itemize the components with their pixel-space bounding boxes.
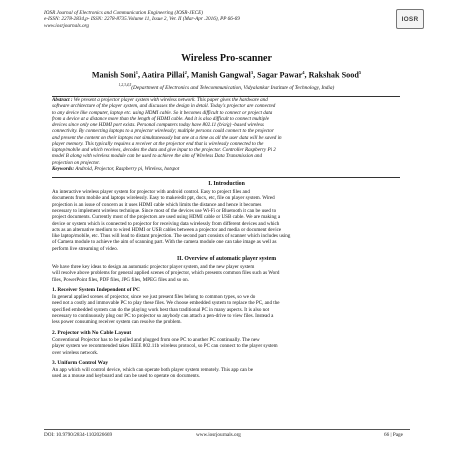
journal-issn: e-ISSN: 2278-2834,p- ISSN: 2278-8735.Volume 11, Issue 2, Ver. II (Mar-Apr .2016), PP 66-69 — [44, 16, 240, 23]
abstract-line: laptop/mobile and which receives, decodes the data and give input to the projector. Controller Raspberry Pi 2 — [52, 147, 276, 153]
abstract-line: projection on projector. — [52, 159, 100, 166]
subsection-heading-control: 3. Uniform Control Way — [52, 360, 109, 366]
abstract-line: from a device at a distance more than the length of HDMI cable. And it is also difficult to connect multiple — [52, 115, 269, 122]
abstract-line: software architecture of the player system, and discusses the design in detail. Today's projector are connected — [52, 103, 276, 110]
author-sup: 5 — [358, 70, 362, 75]
author-sup: 2 — [184, 70, 187, 75]
receiver-line: specified embedded system can do the playing work best than traditional PC in many aspects. It is also not — [52, 306, 270, 313]
abstract-line: model B along with wireless module can be used to achieve the aim of Wireless Data Transmission and — [52, 153, 263, 160]
receiver-line: need not a costly and immovable PC to play these files. We choose embedded system to replace the PC, and the — [52, 300, 280, 307]
author-name: Rakshak Sood — [308, 70, 359, 80]
section-heading-introduction: I. Introduction — [208, 181, 245, 187]
abstract-line: Abstract : We present a projector player system with wireless network. This paper gives the hardware and — [52, 97, 268, 103]
footer-divider — [44, 429, 410, 430]
affiliation-sup: 1,2,3,4,5 — [118, 83, 132, 87]
section-heading-overview: II. Overview of automatic player system — [176, 256, 277, 262]
intro-line: acts as an alternative medium to wired HDMI or USB cables between a projector and media or document device — [52, 226, 282, 233]
author-name: Sagar Pawar — [257, 70, 303, 80]
intro-line: projection is an issue of concern as it uses HDMI cable which limits the distance and hence it becomes — [52, 201, 262, 208]
intro-line: like laptop/mobile, etc. Thus will lead to distant projection. The second part consists of scanner which includes using — [52, 233, 291, 240]
intro-line: documents from mobile and laptops wirelessly. Easy to make/edit ppt, docx, etc, file on player system. Wired — [52, 195, 275, 202]
author-list: Manish Soni$^1$, Aatira Pillai$^2$, Manish Gangwal$^3$, Sagar Pawar$^4$, Rakshak Sood$^5$ — [91, 70, 362, 80]
control-line: used as a mouse and keyboard and can be used to operate on documents. — [52, 373, 200, 380]
abstract-line: to any device like computer, laptop etc. using HDMI cable. So it becomes difficult to connect or project data — [52, 109, 273, 116]
subsection-heading-no-cable: 2. Projector with No Cable Layout — [52, 330, 132, 336]
subsection-heading-receiver: 1. Receiver System Independent of PC — [52, 287, 140, 293]
keywords-text: Android, Projector, Raspberry pi, Wireless, hotspot — [74, 165, 180, 172]
journal-name: IOSR Journal of Electronics and Communication Engineering (IOSR-JECE) — [44, 10, 204, 16]
no-cable-line: over wireless network. — [52, 349, 99, 356]
affiliation-text: (Department of Electronics and Telecommunication, Vidyalankar Institute of Technology, India) — [131, 84, 335, 91]
abstract-line: and present the content on their laptops not simultaneously but one at a time as all the user data will be saved in — [52, 134, 282, 141]
journal-logo — [396, 9, 424, 29]
journal-website: www.iosrjournals.org — [44, 22, 89, 29]
footer-doi: DOI: 10.9790/2834-1102026669 — [44, 432, 113, 438]
paper-title: Wireless Pro-scanner — [181, 53, 272, 64]
author-sup: 3 — [250, 70, 254, 75]
overview-line: We have three key ideas to design an automatic projector player system, and the new player system — [52, 264, 255, 270]
intro-line: project documents. Currently most of the projectors are used using HDMI cable or USB cable. We are making a — [52, 214, 281, 221]
footer-page-number: 66 | Page — [384, 432, 403, 438]
affiliation — [0, 83, 453, 91]
intro-line: device or system which is connected to projector for receiving data wirelessly from different devices and which — [52, 220, 280, 227]
author-sup: 4 — [302, 70, 305, 75]
intro-line: necessary to implement wireless technique. Since most of the devices use Wi-Fi or Bluetooth it can be used to — [52, 207, 277, 214]
intro-line: of Camera module to achieve the aim of scanning part. With the camera module one can take image as well as — [52, 239, 277, 246]
author-name: Manish Soni — [91, 70, 136, 80]
author-name: Aatira Pillai — [141, 70, 185, 80]
abstract-label: Abstract : — [52, 97, 73, 103]
author-name: Manish Gangwal — [190, 70, 251, 80]
journal-logo-text: IOSR — [401, 15, 419, 23]
receiver-line: necessary to continuously plug our PC to projector so anybody can attach a pen-drive to view files. Instead a — [52, 312, 274, 319]
footer-website: www.iosrjournals.org — [196, 432, 241, 438]
receiver-line: In general applied scenes of projector, since we just present files belong to common types, so we do — [52, 294, 256, 300]
author-sup: 1 — [135, 70, 138, 75]
abstract-line: devices since only one HDMI port exists. Personal computers today have 802.11 (b/a/g) -based wireless — [52, 122, 264, 128]
intro-line: An interactive wireless player system for projector with android control. Easy to project files and — [52, 189, 250, 195]
journal-header — [44, 10, 344, 29]
no-cable-line: player system we recommended takes IEEE 802.11b wireless protocol, so PC can connect to the player system — [52, 343, 278, 350]
abstract-block — [52, 96, 400, 178]
overview-line: files, PowerPoint files, PDF files, JPG files, MPEG files and so on. — [52, 276, 189, 283]
control-line: An app which will control device, which can operate both player system remotely. This app can be — [52, 367, 253, 373]
overview-line: will resolve above problems for general applied scenes of projector, which presents common files such as Word — [52, 270, 280, 277]
intro-line: perform live streaming of video. — [52, 245, 119, 252]
keywords-line — [52, 166, 400, 172]
abstract-line: player memory. This typically requires a receiver at the projector end that is wirelessly connected to the — [52, 140, 264, 147]
abstract-line: connectivity. By connecting laptops to a projector wirelessly; multiple persons could connect to the projector — [52, 128, 274, 135]
keywords-label: Keywords: — [52, 165, 75, 172]
no-cable-line: Conventional Projector has to be pulled and plugged from one PC to another PC continually. The new — [52, 337, 260, 343]
receiver-line: less power consuming receiver system can resolve the problem. — [52, 319, 182, 326]
